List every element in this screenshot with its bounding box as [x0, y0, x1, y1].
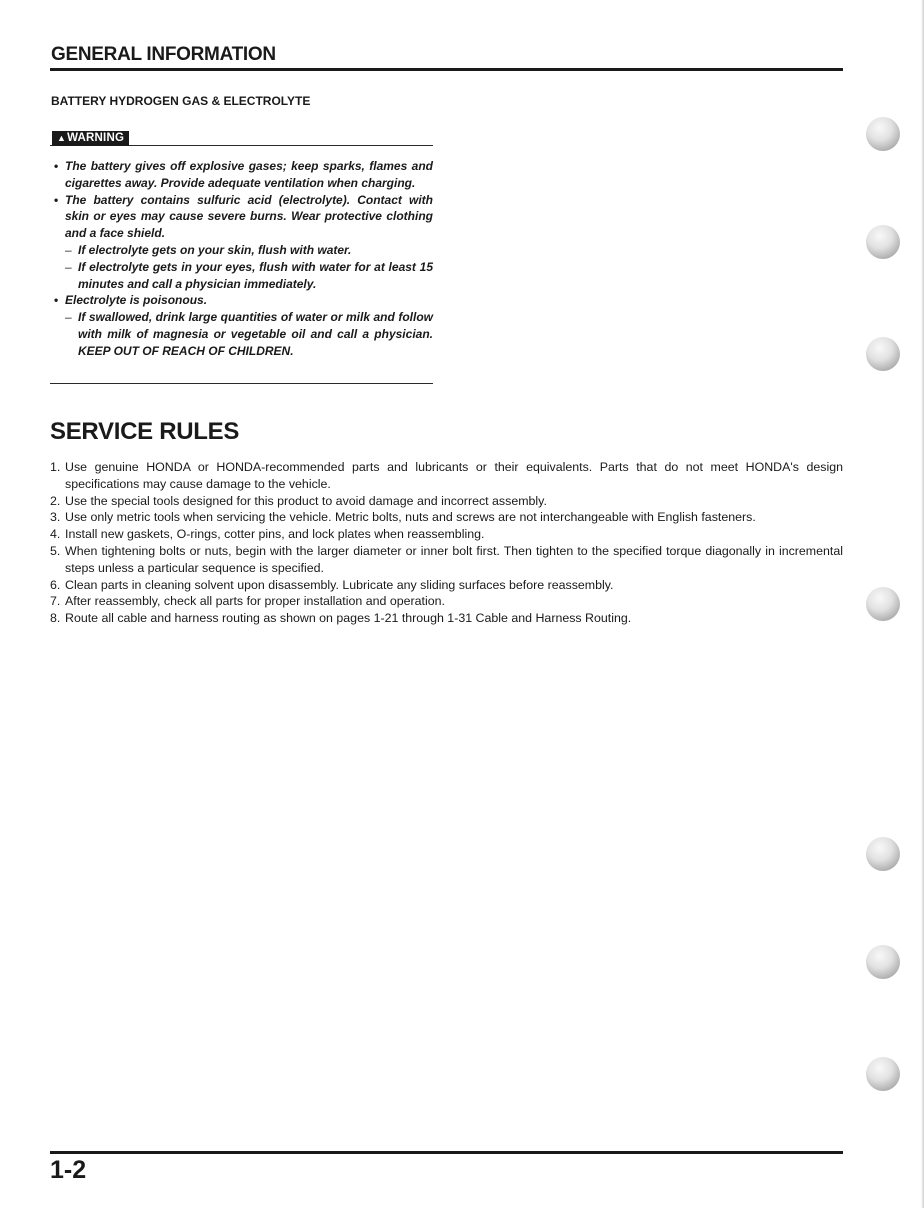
warning-badge-label: WARNING [67, 132, 125, 144]
list-item-text: Use the special tools designed for this product to avoid damage and incorrect assembly. [65, 493, 547, 508]
dash-mark: – [65, 259, 72, 274]
list-item-number: 2. [50, 493, 61, 508]
header-rule [50, 68, 843, 71]
list-item [50, 593, 843, 610]
battery-subtitle: BATTERY HYDROGEN GAS & ELECTROLYTE [51, 94, 311, 108]
list-item-text: Clean parts in cleaning solvent upon disassembly. Lubricate any sliding surfaces before reassembly. [65, 577, 614, 592]
list-item-text: Use only metric tools when servicing the vehicle. Metric bolts, nuts and screws are not interchangeable with English fasteners. [65, 510, 756, 525]
warning-bullet: • Electrolyte is poisonous. [53, 292, 433, 309]
list-item-number: 6. [50, 577, 61, 592]
service-rules-list [50, 459, 843, 627]
list-item [50, 493, 843, 510]
list-item-text: Route all cable and harness routing as shown on pages 1-21 through 1-31 Cable and Harness Routing. [65, 611, 632, 626]
warning-triangle-icon: ▲ [57, 133, 67, 143]
warning-bottom-rule [50, 383, 433, 384]
binder-hole [866, 945, 900, 979]
list-item [50, 543, 843, 577]
list-item [50, 459, 843, 493]
list-item [50, 526, 843, 543]
list-item-number: 7. [50, 594, 61, 609]
list-item-text: After reassembly, check all parts for proper installation and operation. [65, 594, 445, 609]
list-item-text: Install new gaskets, O-rings, cotter pins, and lock plates when reassembling. [65, 527, 485, 542]
binder-hole [866, 1057, 900, 1091]
list-item-number: 4. [50, 527, 61, 542]
list-item-text: Use genuine HONDA or HONDA-recommended parts and lubricants or their equivalents. Parts that do not meet HONDA's design specifications may cause damage to the vehicle. [65, 460, 843, 491]
binder-hole [866, 225, 900, 259]
warning-bullet: • The battery contains sulfuric acid (electrolyte). Contact with skin or eyes may cause severe burns. Wear protective clothing and a face shield. [53, 192, 433, 242]
warning-body [53, 158, 433, 360]
warning-badge [52, 131, 129, 146]
list-item-number: 5. [50, 543, 61, 558]
binder-hole [866, 837, 900, 871]
warning-bullet: • The battery gives off explosive gases; keep sparks, flames and cigarettes away. Provide adequate ventilation when charging. [53, 158, 433, 192]
binder-hole [866, 587, 900, 621]
dash-mark: – [65, 242, 72, 257]
list-item [50, 509, 843, 526]
list-item [50, 577, 843, 594]
warning-sub-text: If electrolyte gets in your eyes, flush with water for at least 15 minutes and call a physician immediately. [78, 259, 433, 291]
page-number: 1-2 [50, 1156, 87, 1184]
binder-hole [866, 337, 900, 371]
list-item-number: 3. [50, 510, 61, 525]
warning-sub-item [53, 259, 433, 293]
warning-sub-text: If swallowed, drink large quantities of water or milk and follow with milk of magnesia or vegetable oil and call a physician. KEEP OUT OF REACH OF CHILDREN. [78, 310, 433, 358]
list-item [50, 610, 843, 627]
list-item-text: When tightening bolts or nuts, begin with the larger diameter or inner bolt first. Then tighten to the specified torque diagonally in incremental steps unless a particular sequence is specified. [65, 543, 843, 575]
footer-rule [50, 1151, 843, 1154]
warning-sub-item [53, 309, 433, 359]
list-item-number: 8. [50, 611, 61, 626]
dash-mark: – [65, 310, 72, 325]
section-title: GENERAL INFORMATION [51, 44, 276, 65]
binder-hole [866, 117, 900, 151]
warning-sub-item [53, 242, 433, 259]
list-item-number: 1. [50, 460, 61, 474]
service-rules-title: SERVICE RULES [50, 418, 240, 445]
warning-sub-text: If electrolyte gets on your skin, flush with water. [78, 242, 352, 257]
